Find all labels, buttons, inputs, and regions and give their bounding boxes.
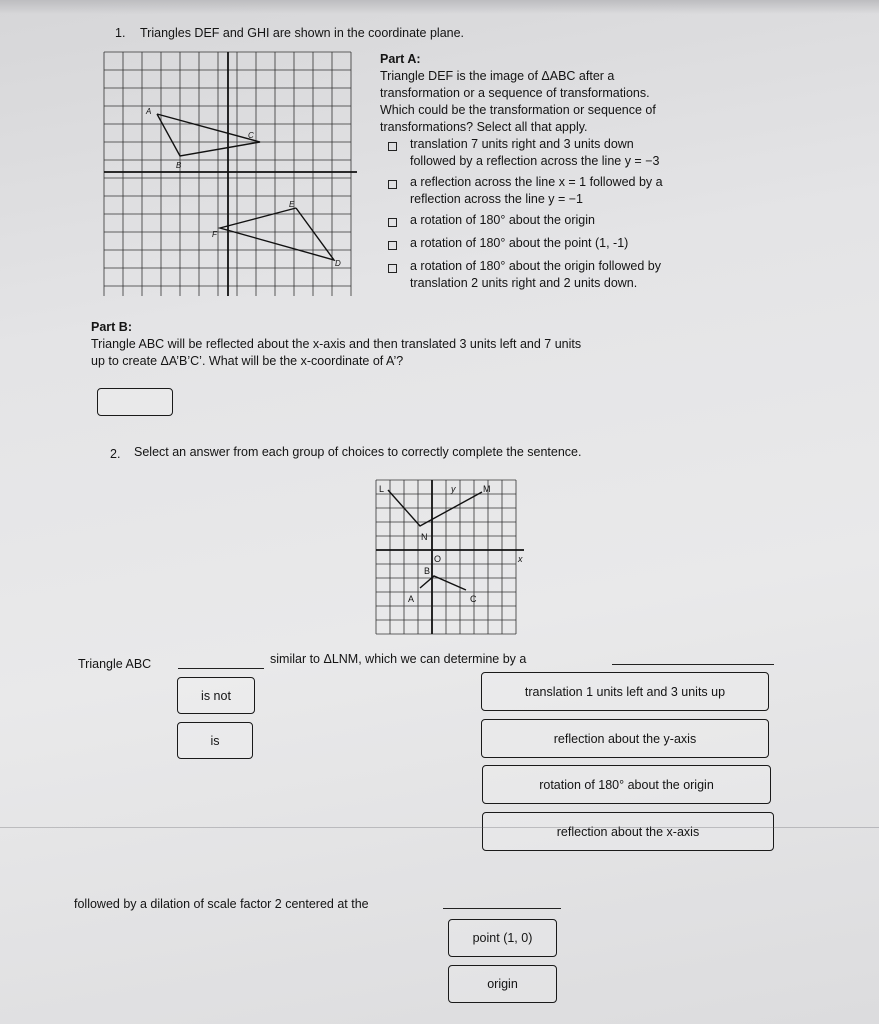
q1-label-a: A bbox=[146, 107, 152, 116]
choice-is-not-button[interactable]: is not bbox=[177, 677, 255, 714]
part-a-option-1-checkbox[interactable] bbox=[388, 142, 397, 151]
part-a-option-4-checkbox[interactable] bbox=[388, 241, 397, 250]
q2-label-a: A bbox=[408, 594, 415, 604]
choice-rotation-180-button[interactable]: rotation of 180° about the origin bbox=[482, 765, 771, 804]
part-b-heading: Part B: bbox=[91, 320, 132, 334]
q2-blank-2 bbox=[612, 664, 774, 665]
part-a-text-4: transformations? Select all that apply. bbox=[380, 120, 588, 134]
q1-label-f: F bbox=[212, 230, 217, 239]
part-a-text-3: Which could be the transformation or sequence of bbox=[380, 103, 656, 117]
part-a-text-2: transformation or a sequence of transformations. bbox=[380, 86, 650, 100]
paper-fold-line bbox=[0, 827, 879, 828]
q1-label-d: D bbox=[335, 259, 341, 268]
q2-label-x: x bbox=[518, 554, 523, 564]
q2-label-n: N bbox=[421, 532, 428, 542]
q2-blank-3 bbox=[443, 908, 561, 909]
q2-sentence-end: followed by a dilation of scale factor 2 centered at the bbox=[74, 897, 369, 911]
part-a-option-1-line1: translation 7 units right and 3 units down bbox=[410, 137, 634, 151]
choice-translation-button[interactable]: translation 1 units left and 3 units up bbox=[481, 672, 769, 711]
q2-label-m: M bbox=[483, 484, 491, 494]
part-a-option-2-checkbox[interactable] bbox=[388, 180, 397, 189]
part-b-line-2: up to create ΔA’B’C’. What will be the x-coordinate of A’? bbox=[91, 354, 404, 368]
part-a-option-3-checkbox[interactable] bbox=[388, 218, 397, 227]
choice-reflection-y-axis-button[interactable]: reflection about the y-axis bbox=[481, 719, 769, 758]
choice-reflection-x-axis-button[interactable]: reflection about the x-axis bbox=[482, 812, 774, 851]
part-b-line-1: Triangle ABC will be reflected about the x-axis and then translated 3 units left and 7 units bbox=[91, 337, 582, 351]
part-a-option-5-checkbox[interactable] bbox=[388, 264, 397, 273]
paper-edge-shadow bbox=[0, 0, 879, 14]
q1-label-c: C bbox=[248, 131, 254, 140]
part-a-option-2-line1: a reflection across the line x = 1 followed by a bbox=[410, 175, 663, 189]
choice-origin-button[interactable]: origin bbox=[448, 965, 557, 1003]
q2-label-c: C bbox=[470, 594, 477, 604]
part-a-option-4-line1: a rotation of 180° about the point (1, -1) bbox=[410, 236, 629, 250]
q1-number: 1. bbox=[115, 26, 126, 40]
q2-coordinate-graph bbox=[374, 478, 528, 638]
part-a-option-3-line1: a rotation of 180° about the origin bbox=[410, 213, 595, 227]
q2-label-l: L bbox=[379, 484, 385, 494]
part-a-heading: Part A: bbox=[380, 52, 421, 66]
q1-label-e: E bbox=[289, 200, 295, 209]
part-a-option-1-line2: followed by a reflection across the line y = −3 bbox=[410, 154, 660, 168]
choice-is-button[interactable]: is bbox=[177, 722, 253, 759]
q2-label-o: O bbox=[434, 554, 442, 564]
part-a-option-5-line1: a rotation of 180° about the origin followed by bbox=[410, 259, 662, 273]
part-a-option-2-line2: reflection across the line y = −1 bbox=[410, 192, 584, 206]
q2-blank-1 bbox=[178, 668, 264, 669]
choice-point-1-0-button[interactable]: point (1, 0) bbox=[448, 919, 557, 957]
q2-sentence-mid: similar to ΔLNM, which we can determine by a bbox=[270, 652, 527, 666]
part-a-text-1: Triangle DEF is the image of ΔABC after a bbox=[380, 69, 615, 83]
part-b-answer-input[interactable] bbox=[97, 388, 173, 416]
part-a-option-5-line2: translation 2 units right and 2 units down. bbox=[410, 276, 638, 290]
q1-prompt: Triangles DEF and GHI are shown in the coordinate plane. bbox=[140, 26, 465, 40]
q2-number: 2. bbox=[110, 447, 121, 461]
q1-label-b: B bbox=[176, 161, 182, 170]
q2-prompt: Select an answer from each group of choices to correctly complete the sentence. bbox=[134, 445, 582, 459]
q2-label-b: B bbox=[424, 566, 431, 576]
q2-label-y: y bbox=[451, 484, 456, 494]
q1-coordinate-graph bbox=[102, 50, 364, 298]
q2-sentence-start: Triangle ABC bbox=[78, 657, 152, 671]
